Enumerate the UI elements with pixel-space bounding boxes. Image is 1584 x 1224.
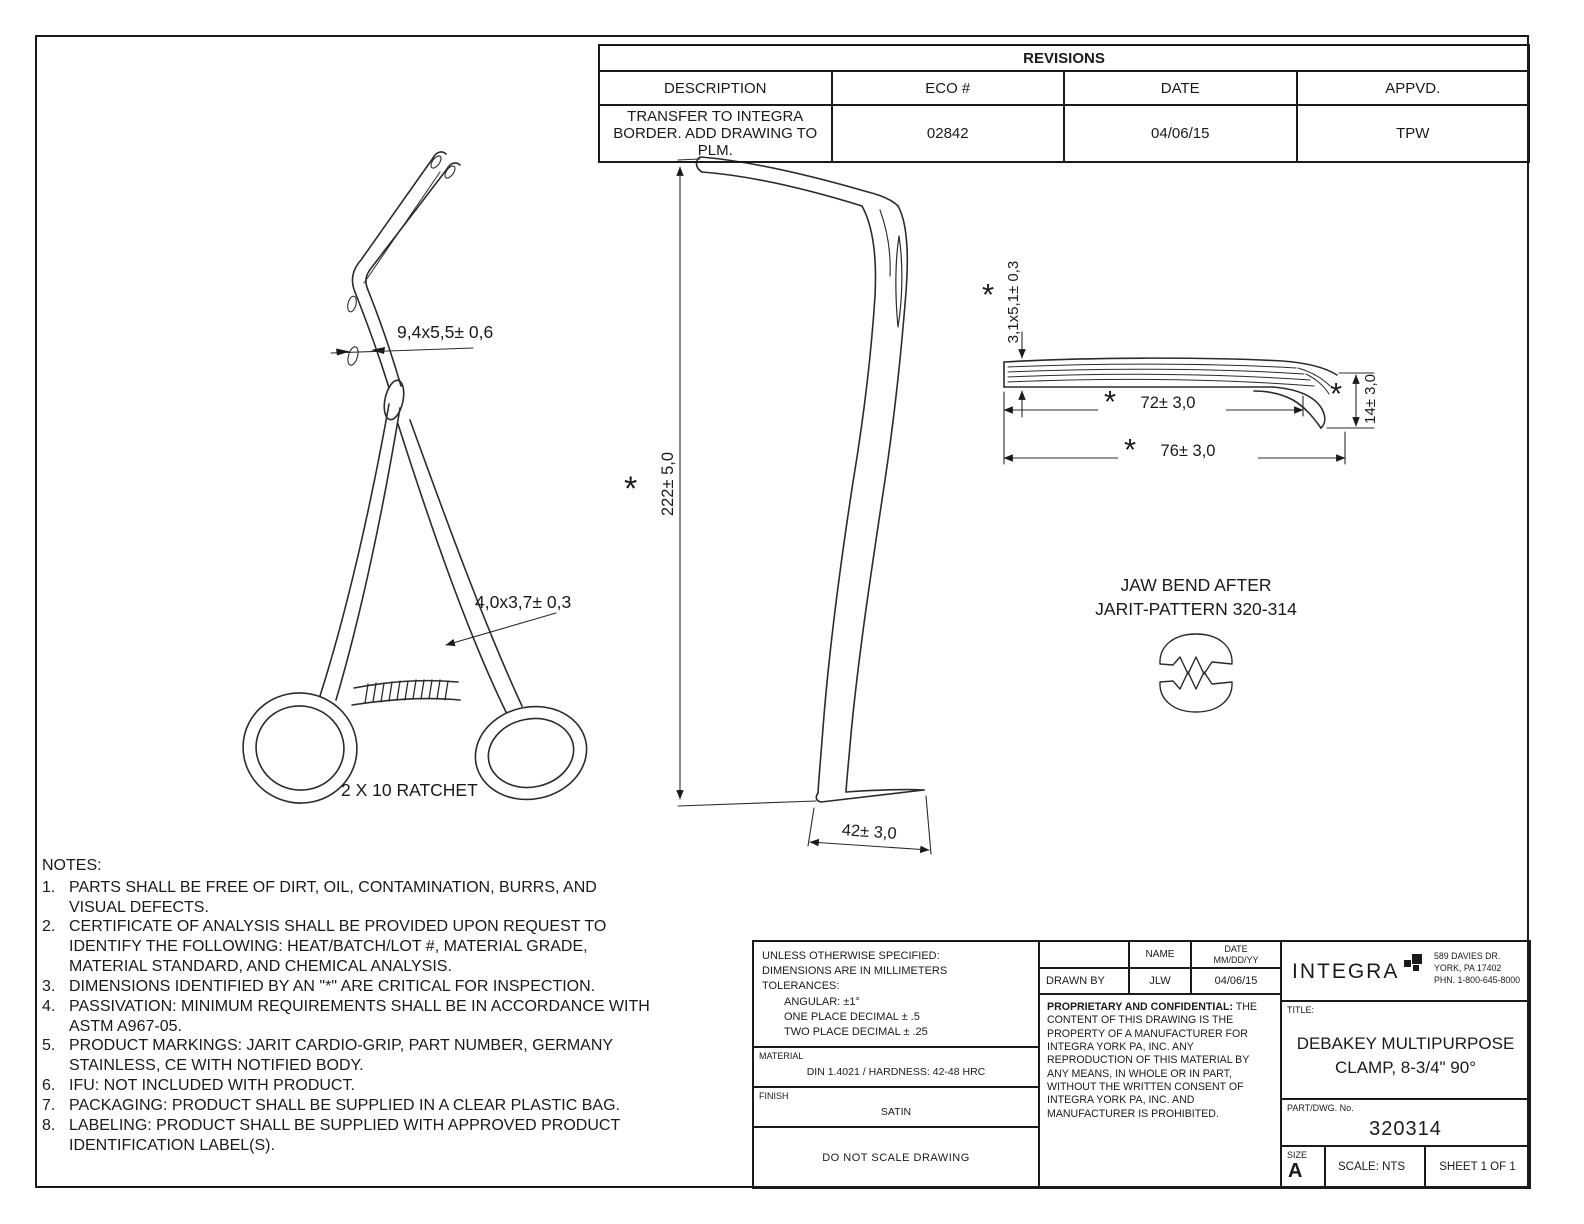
note-item (42, 878, 656, 918)
dim-label-tip-height: 14± 3,0 (1362, 374, 1379, 424)
note-item (42, 917, 656, 976)
do-not-scale-text: DO NOT SCALE DRAWING (822, 1151, 970, 1164)
revisions-title: REVISIONS (599, 45, 1529, 71)
jaw-cross-section-icon (1160, 634, 1232, 712)
title-cell (1282, 1002, 1529, 1100)
front-view-clamp (234, 152, 595, 812)
title-label: TITLE: (1287, 1005, 1315, 1015)
note-item (42, 997, 656, 1037)
material-cell (754, 1048, 1040, 1088)
tolerance-line: ONE PLACE DECIMAL ± .5 (784, 1010, 920, 1023)
size-cell (1282, 1147, 1326, 1187)
notes-section (42, 856, 656, 1155)
dim-label-jaw-length: 76± 3,0 (1160, 442, 1216, 460)
jaw-bend-caption-line2: JARIT-PATTERN 320-314 (1095, 599, 1297, 619)
sheet-cell: SHEET 1 OF 1 (1439, 1161, 1516, 1173)
part-number-label: PART/DWG. No. (1287, 1103, 1354, 1113)
date-header-line1: DATE (1224, 944, 1248, 954)
note-text: CERTIFICATE OF ANALYSIS SHALL BE PROVIDED UPON REQUEST TO IDENTIFY THE FOLLOWING: HEAT/BATCH/LOT #, MATERIAL GRADE, MATERIAL STANDARD, AND CHEMICAL ANALYSIS. (69, 918, 607, 976)
critical-asterisk-length: * (624, 470, 638, 508)
drawing-title (1282, 1032, 1529, 1080)
revisions-col-eco: ECO # (832, 71, 1065, 105)
company-address (1434, 951, 1520, 987)
material-value: DIN 1.4021 / HARDNESS: 42-48 HRC (806, 1066, 986, 1078)
note-item (42, 1036, 656, 1076)
note-text: PRODUCT MARKINGS: JARIT CARDIO-GRIP, PART NUMBER, GERMANY STAINLESS, CE WITH NOTIFIED BODY. (69, 1037, 613, 1075)
part-number-cell (1282, 1100, 1529, 1147)
drawn-by-date: 04/06/15 (1192, 969, 1282, 995)
size-value: A (1288, 1160, 1303, 1182)
tolerances-cell (754, 942, 1040, 1048)
dim-label-serration-length: 72± 3,0 (1140, 394, 1196, 412)
revision-appvd: TPW (1297, 105, 1530, 162)
note-text: DIMENSIONS IDENTIFIED BY AN "*" ARE CRITICAL FOR INSPECTION. (69, 977, 596, 995)
note-number: 4. (42, 997, 56, 1015)
tolerance-line: ANGULAR: ±1° (784, 995, 860, 1008)
side-view-clamp (696, 157, 924, 802)
note-item (42, 1116, 656, 1156)
signoff-header-date (1192, 942, 1282, 969)
do-not-scale-cell (754, 1128, 1040, 1187)
revisions-table (598, 44, 1530, 163)
revision-description: TRANSFER TO INTEGRA BORDER. ADD DRAWING TO PLM. (599, 105, 832, 162)
tolerance-line: UNLESS OTHERWISE SPECIFIED: (762, 950, 940, 962)
drawn-by-label: DRAWN BY (1040, 969, 1130, 995)
side-view-dimension-lines (678, 159, 931, 854)
revision-date: 04/06/15 (1064, 105, 1297, 162)
note-item (42, 977, 656, 997)
critical-asterisk-72: * (1104, 384, 1117, 419)
note-number: 6. (42, 1077, 56, 1095)
drawn-by-name: JLW (1130, 969, 1192, 995)
ratchet-label: 2 X 10 RATCHET (341, 780, 478, 800)
title-block (752, 940, 1531, 1189)
note-item (42, 1096, 656, 1116)
critical-asterisk-cross-section: * (982, 277, 995, 312)
revision-eco: 02842 (832, 105, 1065, 162)
address-line: YORK, PA 17402 (1434, 962, 1502, 973)
note-number: 7. (42, 1096, 56, 1114)
note-number: 8. (42, 1116, 56, 1134)
address-line: PHN. 1-800-645-8000 (1434, 974, 1521, 985)
proprietary-title: PROPRIETARY AND CONFIDENTIAL: (1047, 1001, 1233, 1013)
material-label: MATERIAL (759, 1051, 804, 1061)
proprietary-body: THE CONTENT OF THIS DRAWING IS THE PROPERTY OF A MANUFACTURER FOR INTEGRA YORK PA, INC. ANY REPRODUCTION OF THIS MATERIAL BY ANY MEANS, IN WHOLE OR IN PART, WITHOUT THE WRITTEN CONSENT OF INTEGRA YORK PA, INC. AND MANUFACTURER IS PROHIBITED. (1047, 1001, 1257, 1120)
critical-asterisk-76: * (1124, 432, 1137, 467)
note-number: 1. (42, 878, 56, 896)
part-number: 320314 (1369, 1118, 1442, 1140)
dim-label-jaw-tip: 9,4x5,5± 0,6 (397, 322, 494, 342)
note-text: PARTS SHALL BE FREE OF DIRT, OIL, CONTAMINATION, BURRS, AND VISUAL DEFECTS. (69, 878, 597, 916)
note-number: 2. (42, 918, 56, 936)
tolerance-line: TOLERANCES: (762, 980, 840, 993)
revisions-col-date: DATE (1064, 71, 1297, 105)
dim-label-shank: 4,0x3,7± 0,3 (475, 592, 572, 612)
tolerance-line: TWO PLACE DECIMAL ± .25 (784, 1025, 928, 1038)
dim-label-cross-section: 3,1x5,1± 0,3 (1005, 260, 1022, 344)
note-text: PASSIVATION: MINIMUM REQUIREMENTS SHALL BE IN ACCORDANCE WITH ASTM A967-05. (69, 997, 650, 1035)
company-name: INTEGRA (1292, 960, 1400, 983)
notes-title: NOTES: (42, 857, 102, 874)
note-text: PACKAGING: PRODUCT SHALL BE SUPPLIED IN A CLEAR PLASTIC BAG. (69, 1096, 620, 1114)
finish-label: FINISH (759, 1091, 789, 1101)
jaw-bend-caption-line1: JAW BEND AFTER (1120, 575, 1272, 595)
finish-value: SATIN (880, 1106, 912, 1118)
note-text: LABELING: PRODUCT SHALL BE SUPPLIED WITH APPROVED PRODUCT IDENTIFICATION LABEL(S). (69, 1116, 620, 1154)
note-number: 5. (42, 1037, 56, 1055)
drawing-labels (341, 261, 1379, 843)
signoff-header-name: NAME (1130, 942, 1192, 969)
drawing-title-line2: CLAMP, 8-3/4" 90° (1334, 1057, 1477, 1077)
revisions-col-description: DESCRIPTION (599, 71, 832, 105)
finish-cell (754, 1088, 1040, 1128)
proprietary-cell (1040, 995, 1282, 1187)
revision-row (599, 105, 1529, 162)
signoff-header-blank (1040, 942, 1130, 969)
address-line: 589 DAVIES DR. (1434, 951, 1501, 961)
integra-logo-icon (1404, 952, 1424, 974)
size-label: SIZE (1287, 1150, 1308, 1160)
critical-asterisk-14: * (1330, 376, 1343, 411)
scale-cell: SCALE: NTS (1326, 1147, 1426, 1187)
date-header-line2: MM/DD/YY (1213, 954, 1259, 965)
dim-label-overall-length: 222± 5,0 (659, 451, 677, 517)
company-logo-cell (1282, 942, 1529, 1002)
dim-label-foot: 42± 3,0 (841, 821, 898, 843)
note-text: IFU: NOT INCLUDED WITH PRODUCT. (69, 1077, 355, 1095)
tolerance-line: DIMENSIONS ARE IN MILLIMETERS (762, 965, 948, 978)
revisions-col-appvd: APPVD. (1297, 71, 1530, 105)
note-item (42, 1076, 656, 1096)
drawing-title-line1: DEBAKEY MULTIPURPOSE (1296, 1034, 1515, 1053)
note-number: 3. (42, 977, 56, 995)
